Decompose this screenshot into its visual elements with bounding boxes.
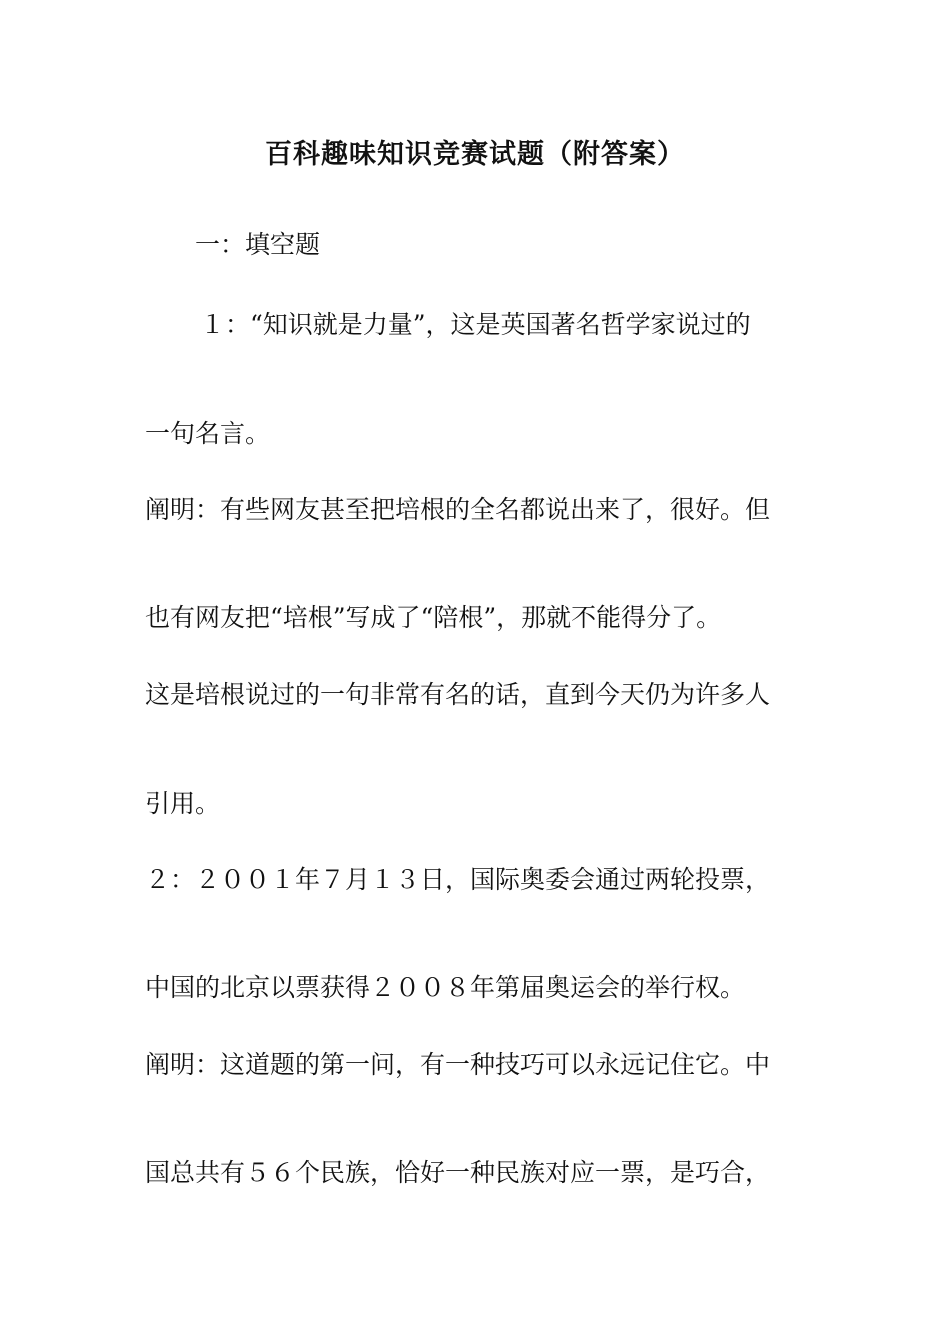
explanation-1-line-4: 引用。 xyxy=(145,789,221,818)
section-heading: 一：填空题 xyxy=(195,230,321,259)
explanation-2-line-1: 阐明：这道题的第一问，有一种技巧可以永远记住它。中 xyxy=(145,1050,771,1079)
question-2-line-2: 中国的北京以票获得２００８年第届奥运会的举行权。 xyxy=(145,973,746,1002)
explanation-1-line-3: 这是培根说过的一句非常有名的话，直到今天仍为许多人 xyxy=(145,680,771,709)
question-1-line-2: 一句名言。 xyxy=(145,419,271,448)
explanation-2-line-2: 国总共有５６个民族，恰好一种民族对应一票，是巧合， xyxy=(145,1158,771,1187)
explanation-1-line-1: 阐明：有些网友甚至把培根的全名都说出来了，很好。但 xyxy=(145,495,771,524)
question-1-line-1: １：“知识就是力量”，这是英国著名哲学家说过的 xyxy=(200,310,751,339)
explanation-1-line-2: 也有网友把“培根”写成了“陪根”，那就不能得分了。 xyxy=(145,603,722,632)
question-2-line-1: ２：２００１年７月１３日，国际奥委会通过两轮投票， xyxy=(145,865,771,894)
document-title: 百科趣味知识竞赛试题（附答案） xyxy=(265,139,685,170)
